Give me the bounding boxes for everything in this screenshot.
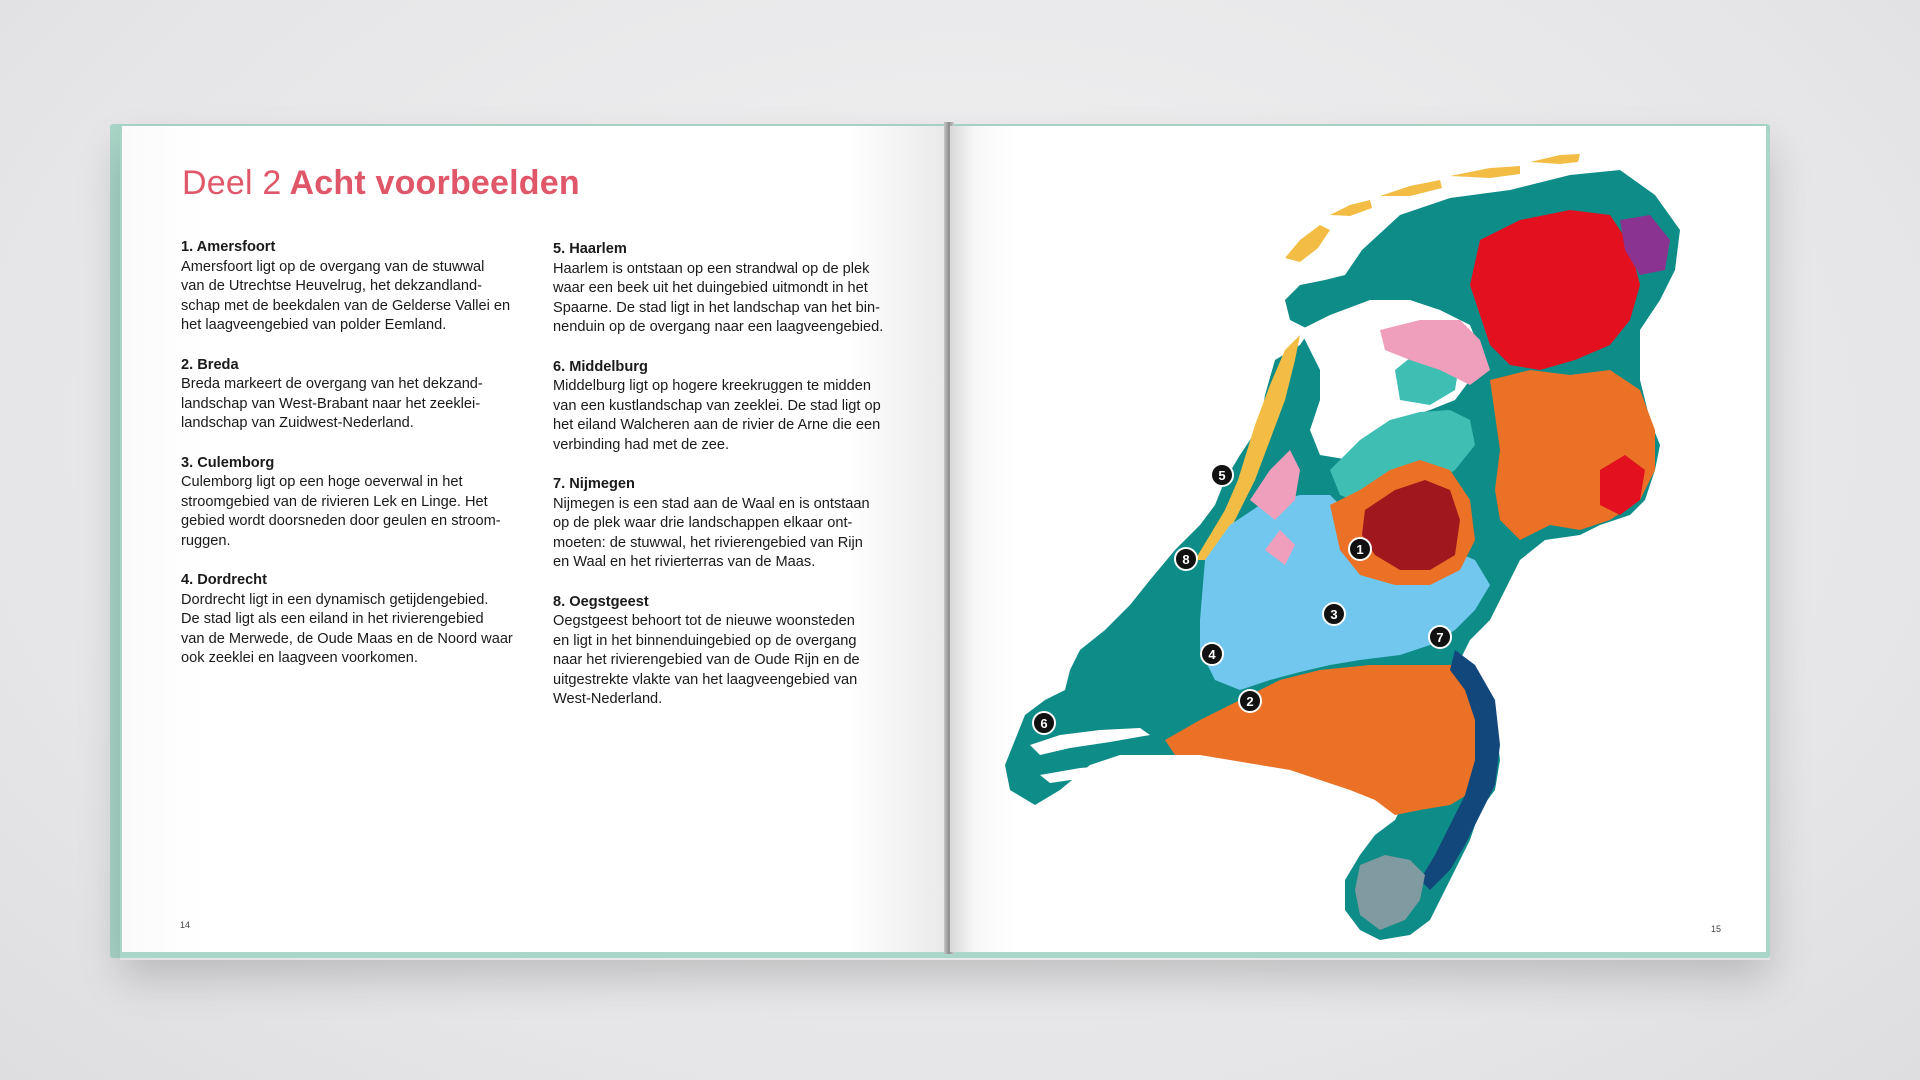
page-number-left: 14 bbox=[180, 920, 191, 930]
entry-title: 4. Dordrecht bbox=[181, 572, 267, 588]
page-number-right: 15 bbox=[1711, 924, 1722, 934]
entry-title: 2. Breda bbox=[181, 356, 239, 373]
svg-text:1: 1 bbox=[1356, 542, 1364, 557]
entry-text: Oegstgeest behoort tot de nieuwe woonsteden en ligt in het binnenduingebied op de overgang naar het rivierengebied van de Oude Rijn en de uitgestrekte vlakte van het laagveengebied van West-Nederland. bbox=[553, 613, 860, 707]
map-marker-8 bbox=[1175, 548, 1197, 570]
entry-text: Dordrecht ligt in een dynamisch getijdengebied. De stad ligt als een eiland in het rivierengebied van de Merwede, de Oude Maas en de Noord waar ook zeeklei en laagveen voorkomen. bbox=[181, 591, 513, 666]
entry-title: 5. Haarlem bbox=[553, 241, 627, 257]
svg-text:6: 6 bbox=[1040, 716, 1048, 731]
map-marker-4 bbox=[1201, 643, 1223, 665]
map-marker-3 bbox=[1323, 603, 1345, 625]
entry-text: Haarlem is ontstaan op een strandwal op de plek waar een beek uit het duingebied uitmondt in het Spaarne. De stad ligt in het landschap van het bin- nenduin op de overgang naar een laagveengebied. bbox=[553, 260, 884, 335]
entry-title: 1. Amersfoort bbox=[181, 239, 276, 255]
entry-title: 6. Middelburg bbox=[553, 358, 648, 375]
map-marker-7 bbox=[1429, 626, 1451, 648]
entry-title: 7. Nijmegen bbox=[553, 476, 635, 492]
svg-text:2: 2 bbox=[1246, 694, 1254, 709]
svg-text:3: 3 bbox=[1330, 607, 1338, 622]
entry-text: Breda markeert de overgang van het dekzand- landschap van West-Brabant naar het zeeklei- landschap van Zuidwest-Nederland. bbox=[181, 376, 483, 431]
entry-title: 8. Oegstgeest bbox=[553, 593, 649, 610]
svg-text:8: 8 bbox=[1182, 552, 1190, 567]
entry-text: Culemborg ligt op een hoge oeverwal in het stroomgebied van de rivieren Lek en Linge. Het gebied wordt doorsneden door geulen en stroom- ruggen. bbox=[181, 474, 501, 549]
svg-text:5: 5 bbox=[1218, 468, 1226, 483]
heading-prefix: Deel 2 bbox=[182, 164, 282, 202]
map-marker-5 bbox=[1211, 464, 1233, 486]
map-marker-1 bbox=[1349, 538, 1371, 560]
map-marker-6 bbox=[1033, 712, 1055, 734]
map-marker-2 bbox=[1239, 690, 1261, 712]
entry-text: Nijmegen is een stad aan de Waal en is ontstaan op de plek waar drie landschappen elkaar ont- moeten: de stuwwal, het rivierengebied van Rijn en Waal en het rivierterras van de Maas. bbox=[553, 495, 870, 570]
entry-text: Amersfoort ligt op de overgang van de stuwwal van de Utrechtse Heuvelrug, het dekzandland- schap met de beekdalen van de Gelderse Vallei en het laagveengebied van polder Eemland. bbox=[181, 258, 511, 333]
svg-text:7: 7 bbox=[1436, 630, 1444, 645]
entry-title: 3. Culemborg bbox=[181, 454, 275, 471]
entry-text: Middelburg ligt op hogere kreekruggen te midden van een kustlandschap van zeeklei. De stad ligt op het eiland Walcheren aan de rivier de Arne die een verbinding had met de zee. bbox=[553, 378, 881, 453]
svg-text:4: 4 bbox=[1208, 647, 1216, 662]
heading-title: Acht voorbeelden bbox=[289, 164, 580, 202]
